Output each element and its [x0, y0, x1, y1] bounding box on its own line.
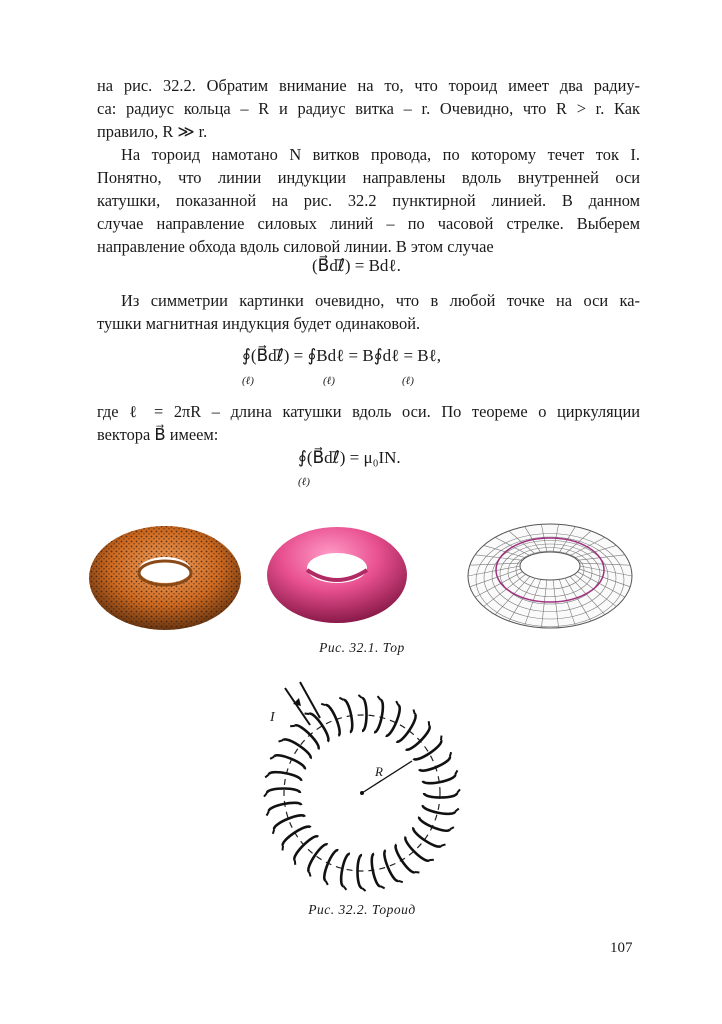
text-line: Понятно, что линии индукции направлены вдоль внутренней оси — [97, 168, 640, 187]
coil-turn — [326, 705, 340, 736]
coil-arrow — [381, 886, 385, 888]
coil-arrow — [339, 698, 343, 700]
coil-turn — [283, 739, 311, 758]
coil-arrow — [362, 888, 366, 891]
formula-1: (B⃗dℓ⃗) = Bdℓ. — [312, 256, 401, 275]
text-line: На тороид намотано N витков провода, по которому течет ток I. — [121, 145, 640, 164]
coil-arrow — [358, 695, 362, 698]
radius-label: R — [375, 764, 383, 779]
radius-line — [362, 761, 412, 793]
text-line: Из симметрии картинки очевидно, что в любой точке на оси ка- — [121, 291, 640, 310]
bagel-image — [85, 520, 245, 635]
coil-turn — [308, 844, 327, 872]
pink-torus-image — [265, 520, 410, 625]
coil-arrow — [265, 774, 269, 777]
coil-arrow — [273, 829, 274, 833]
integral-subscript: (ℓ) — [298, 476, 310, 488]
coil-turn — [419, 817, 450, 831]
figure-caption: Рис. 32.2. Тороид — [308, 902, 416, 917]
current-label: I — [270, 710, 275, 725]
coil-arrow — [396, 701, 398, 705]
text-line: на рис. 32.2. Обратим внимание на то, что тороид имеет два радиу- — [97, 76, 640, 95]
coil-turn — [324, 850, 338, 881]
coil-turn — [386, 705, 400, 736]
coil-turn — [413, 827, 441, 846]
coil-arrow — [267, 812, 269, 816]
coil-arrow — [450, 752, 451, 756]
integral-subscript: (ℓ) — [402, 375, 414, 387]
coil-arrow — [441, 844, 445, 845]
torus-hole — [520, 552, 580, 580]
coil-arrow — [457, 789, 460, 793]
center-point — [360, 791, 364, 795]
coil-turn — [269, 803, 301, 812]
wireframe-torus-image — [465, 520, 635, 632]
coil-arrow — [326, 881, 328, 885]
coil-arrow — [450, 827, 454, 829]
text-line: случае направление силовых линий – по часовой стрелке. Выберем — [97, 214, 640, 233]
text-line: са: радиус кольца – R и радиус витка – r. Очевидно, что R > r. Как — [97, 99, 640, 118]
coil-arrow — [455, 770, 457, 774]
coil-arrow — [413, 710, 414, 714]
coil-arrow — [455, 809, 459, 812]
figure-caption: Рис. 32.1. Тор — [319, 640, 405, 655]
toroid-diagram — [255, 680, 470, 895]
page-number: 107 — [610, 940, 633, 956]
text-line: тушки магнитная индукция будет одинаковой. — [97, 314, 421, 333]
coil-arrow — [270, 757, 274, 759]
formula-3: ∮(B⃗dℓ⃗) = μ₀IN. — [298, 448, 401, 467]
coil-turn — [396, 714, 415, 742]
coil-turn — [274, 755, 305, 769]
coil-turn — [374, 700, 383, 732]
text-line: где ℓ = 2πR – длина катушки вдоль оси. По теореме о циркуляции — [97, 402, 640, 421]
text-line: вектора B⃗ имеем: — [97, 425, 219, 444]
coil-arrow — [264, 793, 267, 797]
coil-arrow — [398, 881, 402, 882]
coil-turn — [372, 854, 381, 886]
integral-subscript: (ℓ) — [323, 375, 335, 387]
integral-subscript: (ℓ) — [242, 375, 254, 387]
coil-arrow — [279, 740, 283, 741]
text-line: направление обхода вдоль силовой линии. В этом случае — [97, 237, 494, 256]
text-line: правило, R ≫ r. — [97, 122, 208, 141]
coil-turn — [419, 757, 450, 771]
text-line: катушки, показанной на рис. 32.2 пунктирной линией. В данном — [97, 191, 640, 210]
coil-arrow — [378, 696, 381, 700]
coil-arrow — [309, 872, 310, 876]
coil-arrow — [321, 704, 325, 705]
coil-arrow — [343, 886, 346, 890]
formula-2: ∮(B⃗dℓ⃗) = ∮Bdℓ = B∮dℓ = Bℓ, — [242, 346, 442, 365]
